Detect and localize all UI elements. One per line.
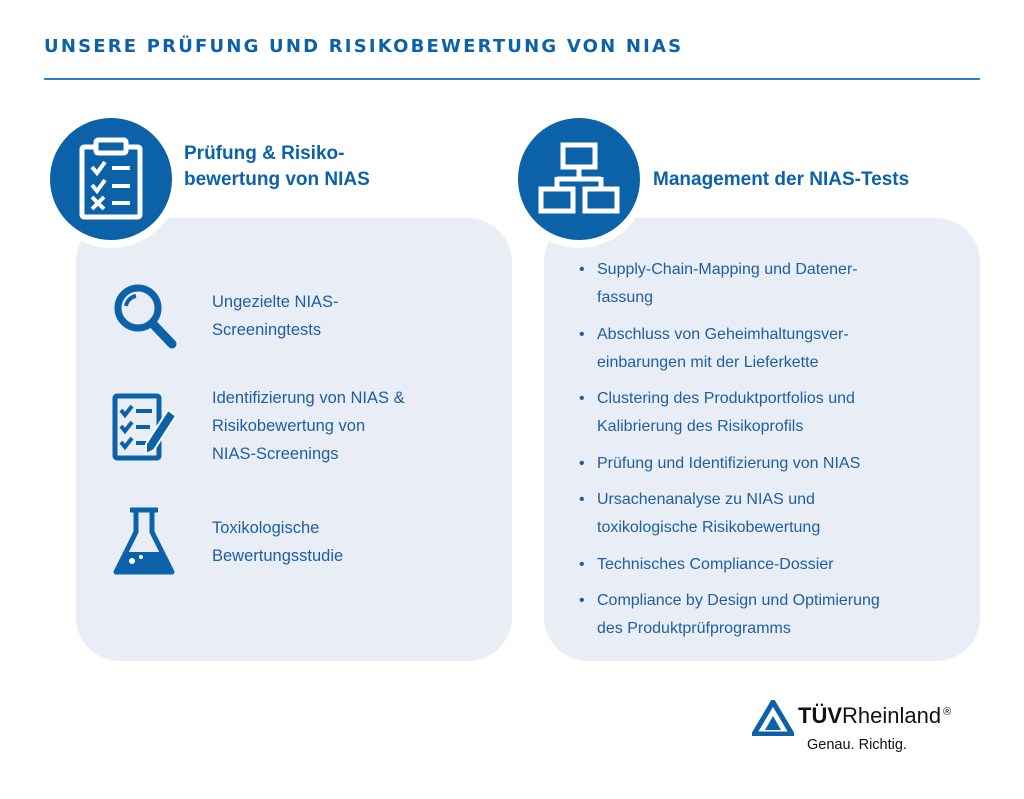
triangle-logo-icon [752,700,794,736]
list-item-line: Kalibrierung des Risikoprofils [597,418,804,435]
feature-text [212,384,472,468]
feature-line: NIAS-Screenings [212,445,339,463]
flask-icon [110,504,178,580]
left-section-heading [184,141,434,193]
left-heading-line-1: Prüfung & Risiko- [184,143,345,164]
feature-line: Bewertungsstudie [212,547,344,565]
left-badge [42,110,180,248]
list-item [576,256,966,312]
list-item-line: Ursachenanalyse zu NIAS und [597,491,815,508]
list-item-line: Technisches Compliance-Dossier [597,555,834,573]
tuv-rheinland-logo [752,700,984,760]
feature-line: Identifizierung von NIAS & [212,389,405,407]
management-bullet-list [576,256,966,652]
right-section-heading: Management der NIAS-Tests [653,169,910,190]
feature-item-identification [110,384,490,468]
logo-tagline: Genau. Richtig. [807,737,907,753]
list-item-line: toxikologische Risikobewertung [597,519,821,536]
registered-mark: ® [943,705,952,718]
feature-text [212,288,472,344]
list-item [576,486,966,542]
logo-brand-regular: Rheinland [842,703,942,728]
clipboard-checklist-icon [74,137,148,221]
feature-line: Toxikologische [212,519,320,537]
list-item-line: Abschluss von Geheimhaltungsver- [597,325,849,343]
list-item [576,321,966,377]
list-item-line: einbarungen mit der Lieferkette [597,353,819,371]
list-item [576,551,966,579]
list-item-line: Compliance by Design und Optimierung [597,592,880,609]
logo-brand-name [798,703,951,729]
list-item-line: fassung [597,289,654,306]
logo-brand-bold: TÜV [798,703,842,728]
page-title: UNSERE PRÜFUNG UND RISIKOBEWERTUNG VON NIAS [44,36,684,57]
feature-line: Screeningtests [212,321,322,339]
feature-line: Ungezielte NIAS- [212,293,339,311]
list-item [576,587,966,643]
title-divider [44,78,980,80]
magnifier-icon [110,278,178,354]
right-badge [510,110,648,248]
feature-line: Risikobewertung von [212,417,366,435]
feature-item-screening [110,278,490,354]
list-item-line: Supply-Chain-Mapping und Datener- [597,261,858,278]
feature-text [212,514,472,570]
hierarchy-diagram-icon [537,141,621,217]
list-item-line: Prüfung und Identifizierung von NIAS [597,454,861,472]
list-item [576,450,966,478]
list-item-line: Clustering des Produktportfolios und [597,390,855,407]
list-item [576,385,966,441]
list-item-line: des Produktprüfprogramms [597,620,791,637]
checklist-pencil-icon [110,388,178,464]
feature-item-toxicology [110,504,490,580]
left-heading-line-2: bewertung von NIAS [184,169,370,190]
